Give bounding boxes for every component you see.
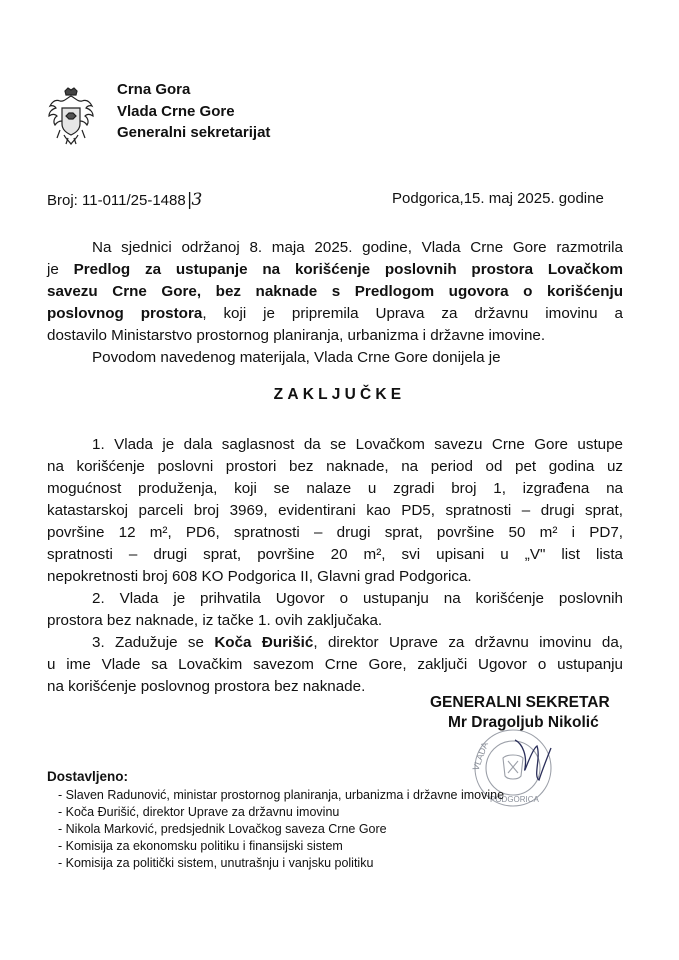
stamp-text-left: VLADA (470, 740, 491, 772)
signatory-name: Mr Dragoljub Nikolić (448, 714, 599, 731)
point-1-line: mogućnost produženja, koji se nalaze u zgradi broj 1, izgrađena na (47, 480, 623, 497)
document-date: Podgorica,15. maj 2025. godine (392, 190, 604, 207)
issuer-header (117, 79, 270, 144)
reference-number (47, 190, 201, 210)
intro-line: Povodom navedenog materijala, Vlada Crne Gore donijela je (92, 349, 501, 366)
header-government: Vlada Crne Gore (117, 102, 235, 120)
point-1-line: katastarskoj parceli broj 3969, evidentirani kao PD5, spratnosti – drugi sprat, (47, 502, 623, 519)
intro-line: dostavilo Ministarstvo prostornog planiranja, urbanizma i državne imovine. (47, 327, 546, 344)
intro-line: poslovnog prostora, koji je pripremila Uprava za državnu imovinu a (47, 305, 623, 322)
conclusions-title: ZAKLJUČKE (273, 386, 406, 403)
montenegro-coat-of-arms-icon (46, 86, 96, 148)
point-3-line: u ime Vlade sa Lovačkim savezom Crne Gore, zaključi Ugovor o ustupanju (47, 656, 623, 673)
point-1-line: nepokretnosti broj 608 KO Podgorica II, Glavni grad Podgorica. (47, 568, 472, 585)
intro-line: Na sjednici održanoj 8. maja 2025. godine, Vlada Crne Gore razmotrila (92, 239, 623, 256)
handwritten-number-suffix: |3 (186, 190, 202, 210)
point-3-line: 3. Zadužuje se Koča Đurišić, direktor Uprave za državnu imovinu da, (92, 634, 623, 651)
intro-line: je Predlog za ustupanje na korišćenje poslovnih prostora Lovačkom (47, 261, 623, 278)
point-2-line: 2. Vlada je prihvatila Ugovor o ustupanju na korišćenje poslovnih (92, 590, 623, 607)
director-name: Koča Đurišić (214, 634, 314, 651)
signatory-role: GENERALNI SEKRETAR (430, 694, 610, 711)
point-1-line: površine 12 m², PD6, spratnosti – drugi sprat, površine 50 m² i PD7, (47, 524, 623, 541)
stamp-text-bottom: PODGORICA (490, 795, 539, 804)
point-1-line: 1. Vlada je dala saglasnost da se Lovačkom savezu Crne Gore ustupe (92, 436, 623, 453)
distribution-item: - Nikola Marković, predsjednik Lovačkog saveza Crne Gore (58, 822, 387, 836)
intro-line: savezu Crne Gore, bez naknade s Predlogom ugovora o korišćenju (47, 283, 623, 300)
point-2-line: prostora bez naknade, iz tačke 1. ovih zaključaka. (47, 612, 383, 629)
reference-number-text: Broj: 11-011/25-1488 (47, 192, 186, 209)
distribution-item: - Komisija za ekonomsku politiku i finansijski sistem (58, 839, 343, 853)
distribution-item: - Slaven Radunović, ministar prostornog planiranja, urbanizma i državne imovine (58, 788, 505, 802)
distribution-heading: Dostavljeno: (47, 769, 129, 784)
point-3-line: na korišćenje poslovnog prostora bez naknade. (47, 678, 366, 695)
header-country: Crna Gora (117, 81, 191, 98)
point-1-line: na korišćenje poslovni prostori bez naknade, na period od pet godina uz (47, 458, 623, 475)
proposal-title: Predlog za ustupanje na korišćenje poslovnih prostora Lovačkom (73, 261, 623, 278)
point-1-line: spratnosti – drugi sprat, površine 20 m², svi upisani u „V" list lista (47, 546, 623, 563)
header-secretariat: Generalni sekretarijat (117, 124, 271, 141)
distribution-item: - Komisija za politički sistem, unutrašnju i vanjsku politiku (58, 856, 374, 870)
distribution-item: - Koča Đurišić, direktor Uprave za državnu imovinu (58, 805, 340, 819)
